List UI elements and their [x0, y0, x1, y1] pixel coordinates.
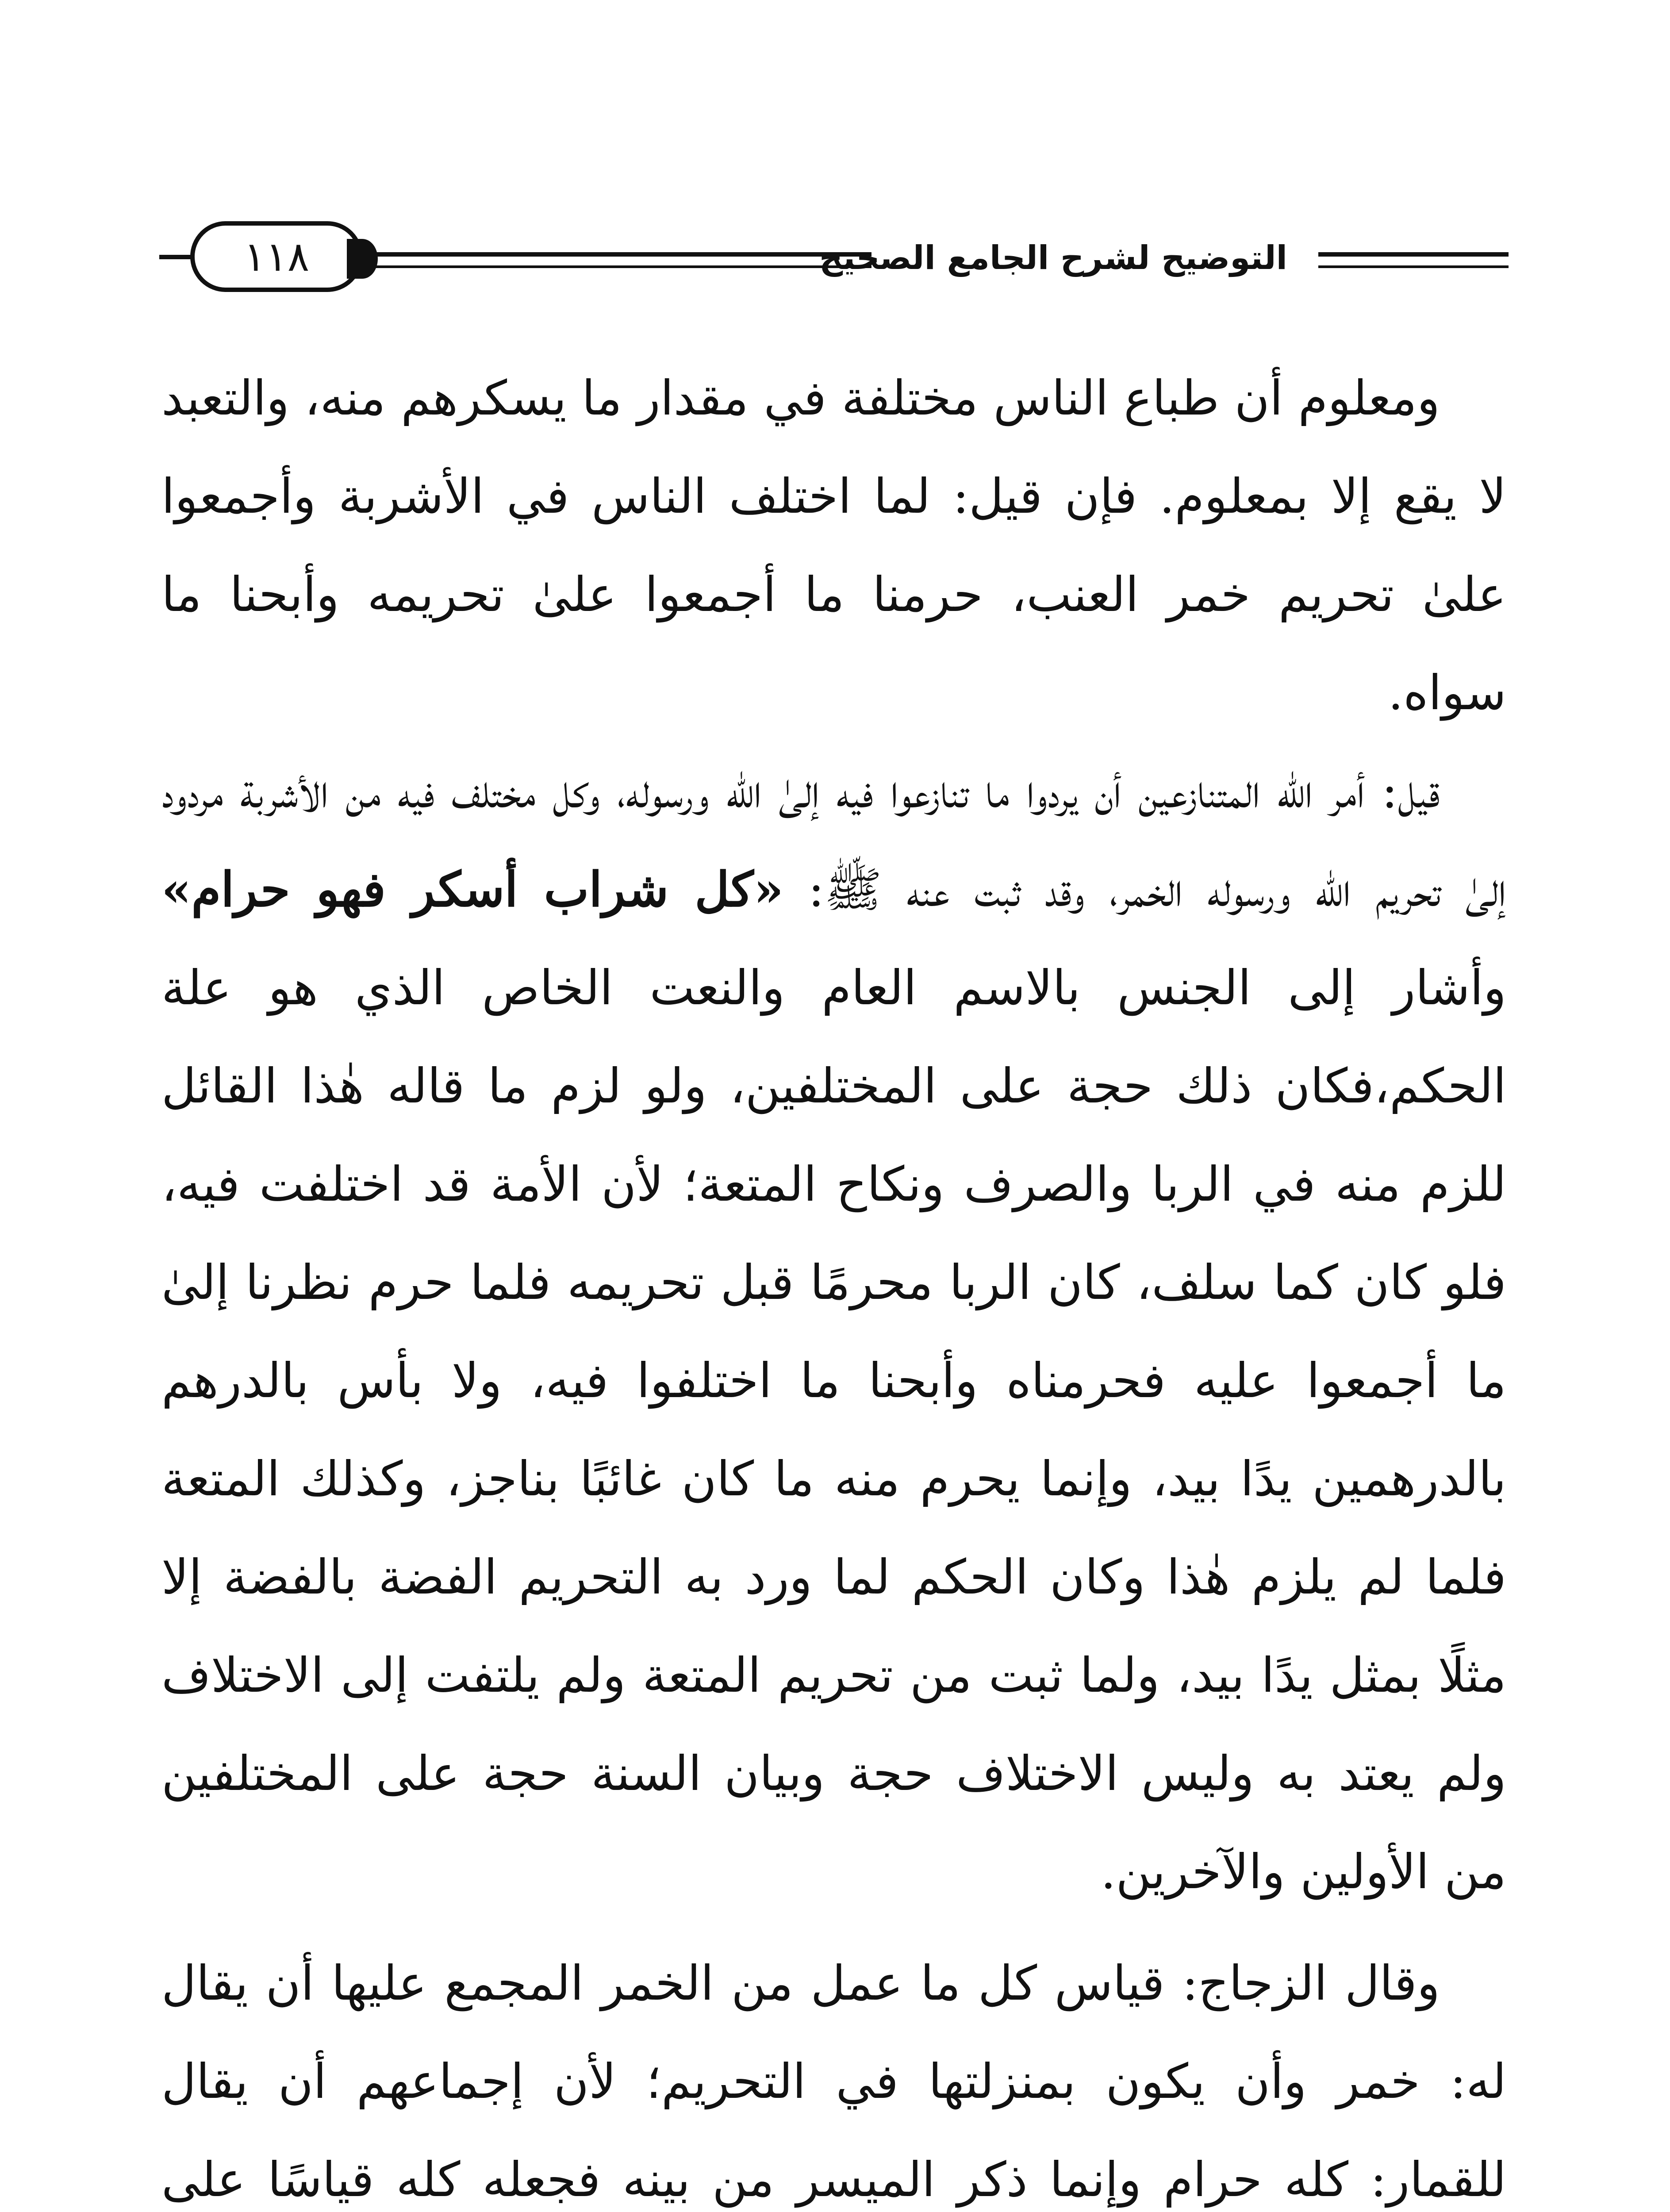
main-text	[161, 349, 1506, 2212]
paragraph-2-after: وأشار إلى الجنس بالاسم العام والنعت الخاص الذي هو علة الحكم،فكان ذلك حجة على المختلفين، ولو لزم ما قاله هٰذا القائل للزم منه في الربا والصرف ونكاح المتعة؛ لأن الأمة قد اختلفت فيه، فلو كان كما سلف، كان الربا محرمًا قبل تحريمه فلما حرم نظرنا إلىٰ ما أجمعوا عليه فحرمناه وأبحنا ما اختلفوا فيه، ولا بأس بالدرهم بالدرهمين يدًا بيد، وإنما يحرم منه ما كان غائبًا بناجز، وكذلك المتعة فلما لم يلزم هٰذا وكان الحكم لما ورد به التحريم الفضة بالفضة إلا مثلًا بمثل يدًا بيد، ولما ثبت من تحريم المتعة ولم يلتفت إلى الاختلاف ولم يعتد به وليس الاختلاف حجة وبيان السنة حجة على المختلفين من الأولين والآخرين.	[161, 960, 1506, 1900]
page-number: ١١٨	[243, 233, 310, 280]
header-rule-right-bottom	[1318, 265, 1509, 268]
paragraph-1: ومعلوم أن طباع الناس مختلفة في مقدار ما يسكرهم منه، والتعبد لا يقع إلا بمعلوم. فإن قيل: لما اختلف الناس في الأشربة وأجمعوا علىٰ تحريم خمر العنب، حرمنا ما أجمعوا علىٰ تحريمه وأبحنا ما سواه.	[161, 371, 1506, 721]
running-title-wrap	[819, 239, 1305, 277]
header-rule-middle-top	[372, 252, 871, 257]
page-number-badge	[190, 221, 363, 292]
hadith-quote: «كل شراب أسكر فهو حرام»	[161, 862, 784, 918]
paragraph-2-before: قيل: أمر الله المتنازعين أن يردوا ما تنازعوا فيه إلىٰ الله ورسوله، وكل مختلف فيه من الأشربة مردود إلىٰ تحريم الله ورسوله الخمر، وقد ثبت عنه ﷺ:	[161, 764, 1506, 918]
page-header	[159, 221, 1509, 296]
header-rule-right-top	[1318, 252, 1509, 257]
running-title: التوضيح لشرح الجامع الصحيح	[819, 239, 1287, 277]
header-rule-middle-bottom	[372, 265, 871, 268]
paragraph-2	[161, 742, 1506, 1921]
paragraph-3: وقال الزجاج: قياس كل ما عمل من الخمر المجمع عليها أن يقال له: خمر وأن يكون بمنزلتها في التحريم؛ لأن إجماعهم أن يقال للقمار: كله حرام وإنما ذكر الميسر من بينه فجعله كله قياسًا على	[161, 1956, 1506, 2208]
